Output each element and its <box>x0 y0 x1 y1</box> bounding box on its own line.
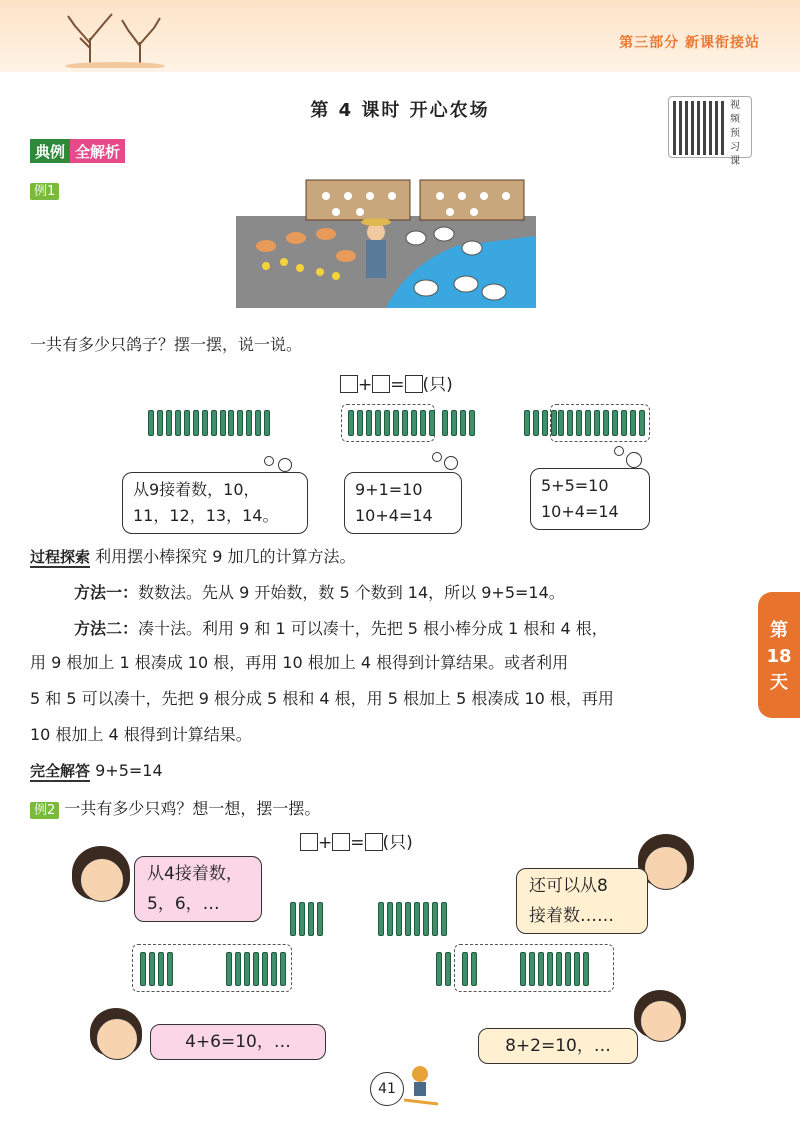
boy-face-right <box>640 1000 682 1042</box>
qr-icon <box>673 101 727 155</box>
bubble-dot <box>264 456 274 466</box>
thought-bubble-3: 5+5=10 10+4=14 <box>530 468 650 530</box>
thought-bubble-1: 从9接着数，10， 11，12，13，14。 <box>122 472 308 534</box>
stick-group-9b <box>348 410 435 436</box>
qr-code[interactable] <box>668 96 752 167</box>
method2-line3: 5 和 5 可以凑十，先把 9 根分成 5 根和 4 根，用 5 根加上 5 根凑成 10 根，再用 <box>30 689 614 708</box>
boy-face-left <box>96 1018 138 1060</box>
example2-question: 一共有多少只鸡？想一想，摆一摆。 <box>64 799 321 818</box>
stick-group-9 <box>148 410 226 436</box>
stick-group-4 <box>442 410 475 436</box>
method2-line2: 用 9 根加上 1 根凑成 10 根，再用 10 根加上 4 根得到计算结果。或者利用 <box>30 653 569 672</box>
stick-group-2b <box>462 952 477 986</box>
stick-group-4 <box>290 902 323 936</box>
farm-illustration <box>236 176 536 308</box>
girl-face-right <box>644 846 688 890</box>
process-tag: 过程探索 <box>30 548 91 566</box>
answer-text: 9+5=14 <box>95 761 163 780</box>
speech-bubble-girl-left: 从4接着数， 5，6，… <box>134 856 262 922</box>
answer-section <box>30 758 163 784</box>
answer-box[interactable] <box>340 375 358 393</box>
page-header <box>0 0 800 72</box>
answer-box[interactable] <box>372 375 390 393</box>
day-side-tab: 第 18 天 <box>758 592 800 718</box>
bubble-dot <box>614 446 624 456</box>
stick-group-8 <box>378 902 447 936</box>
answer-box[interactable] <box>332 833 350 851</box>
example1-question: 一共有多少只鸽子？摆一摆，说一说。 <box>30 335 303 354</box>
method1: 方法一：数数法。先从 9 开始数，数 5 个数到 14，所以 9+5=14。 <box>74 583 565 602</box>
stick-group-2 <box>436 952 451 986</box>
lesson-title: 第 4 课时 开心农场 <box>310 100 490 121</box>
process-text: 利用摆小棒探究 9 加几的计算方法。 <box>95 547 356 566</box>
stick-group-8c <box>226 952 286 986</box>
section-badge <box>30 139 125 163</box>
process-section <box>30 544 355 570</box>
stick-group-4c <box>140 952 173 986</box>
tree-illustration <box>60 8 170 68</box>
answer-tag: 完全解答 <box>30 762 91 780</box>
method2-line4: 10 根加上 4 根得到计算结果。 <box>30 725 252 744</box>
badge-part2: 全解析 <box>70 139 125 163</box>
bubble-dot <box>432 452 442 462</box>
bubble-dot <box>626 452 642 468</box>
girl-face-left <box>80 858 124 902</box>
answer-box[interactable] <box>365 833 383 851</box>
example1-equation: + = (只) <box>340 370 453 395</box>
answer-box[interactable] <box>405 375 423 393</box>
section-label: 第三部分 新课衔接站 <box>619 35 760 51</box>
bubble-dot <box>444 456 458 470</box>
example1-label: 例1 <box>30 180 59 199</box>
qr-label: 视频预习课 <box>730 100 740 167</box>
speech-bubble-girl-right: 还可以从8 接着数…… <box>516 868 648 934</box>
mascot-icon <box>398 1060 444 1106</box>
example2-equation: + = (只) <box>300 828 413 853</box>
stick-group-8d <box>520 952 589 986</box>
method2-line1: 方法二：凑十法。利用 9 和 1 可以凑十，先把 5 根小棒分成 1 根和 4 根， <box>74 619 608 638</box>
bubble-dot <box>278 458 292 472</box>
badge-part1: 典例 <box>30 139 70 163</box>
page-number: 41 <box>370 1072 404 1106</box>
answer-box[interactable] <box>300 833 318 851</box>
thought-bubble-2: 9+1=10 10+4=14 <box>344 472 462 534</box>
speech-bubble-boy-left: 4+6=10，… <box>150 1024 326 1060</box>
speech-bubble-boy-right: 8+2=10，… <box>478 1028 638 1064</box>
example2-header: 例2 一共有多少只鸡？想一想，摆一摆。 <box>30 796 320 824</box>
stick-group-10 <box>558 410 645 436</box>
stick-group-5 <box>228 410 270 436</box>
